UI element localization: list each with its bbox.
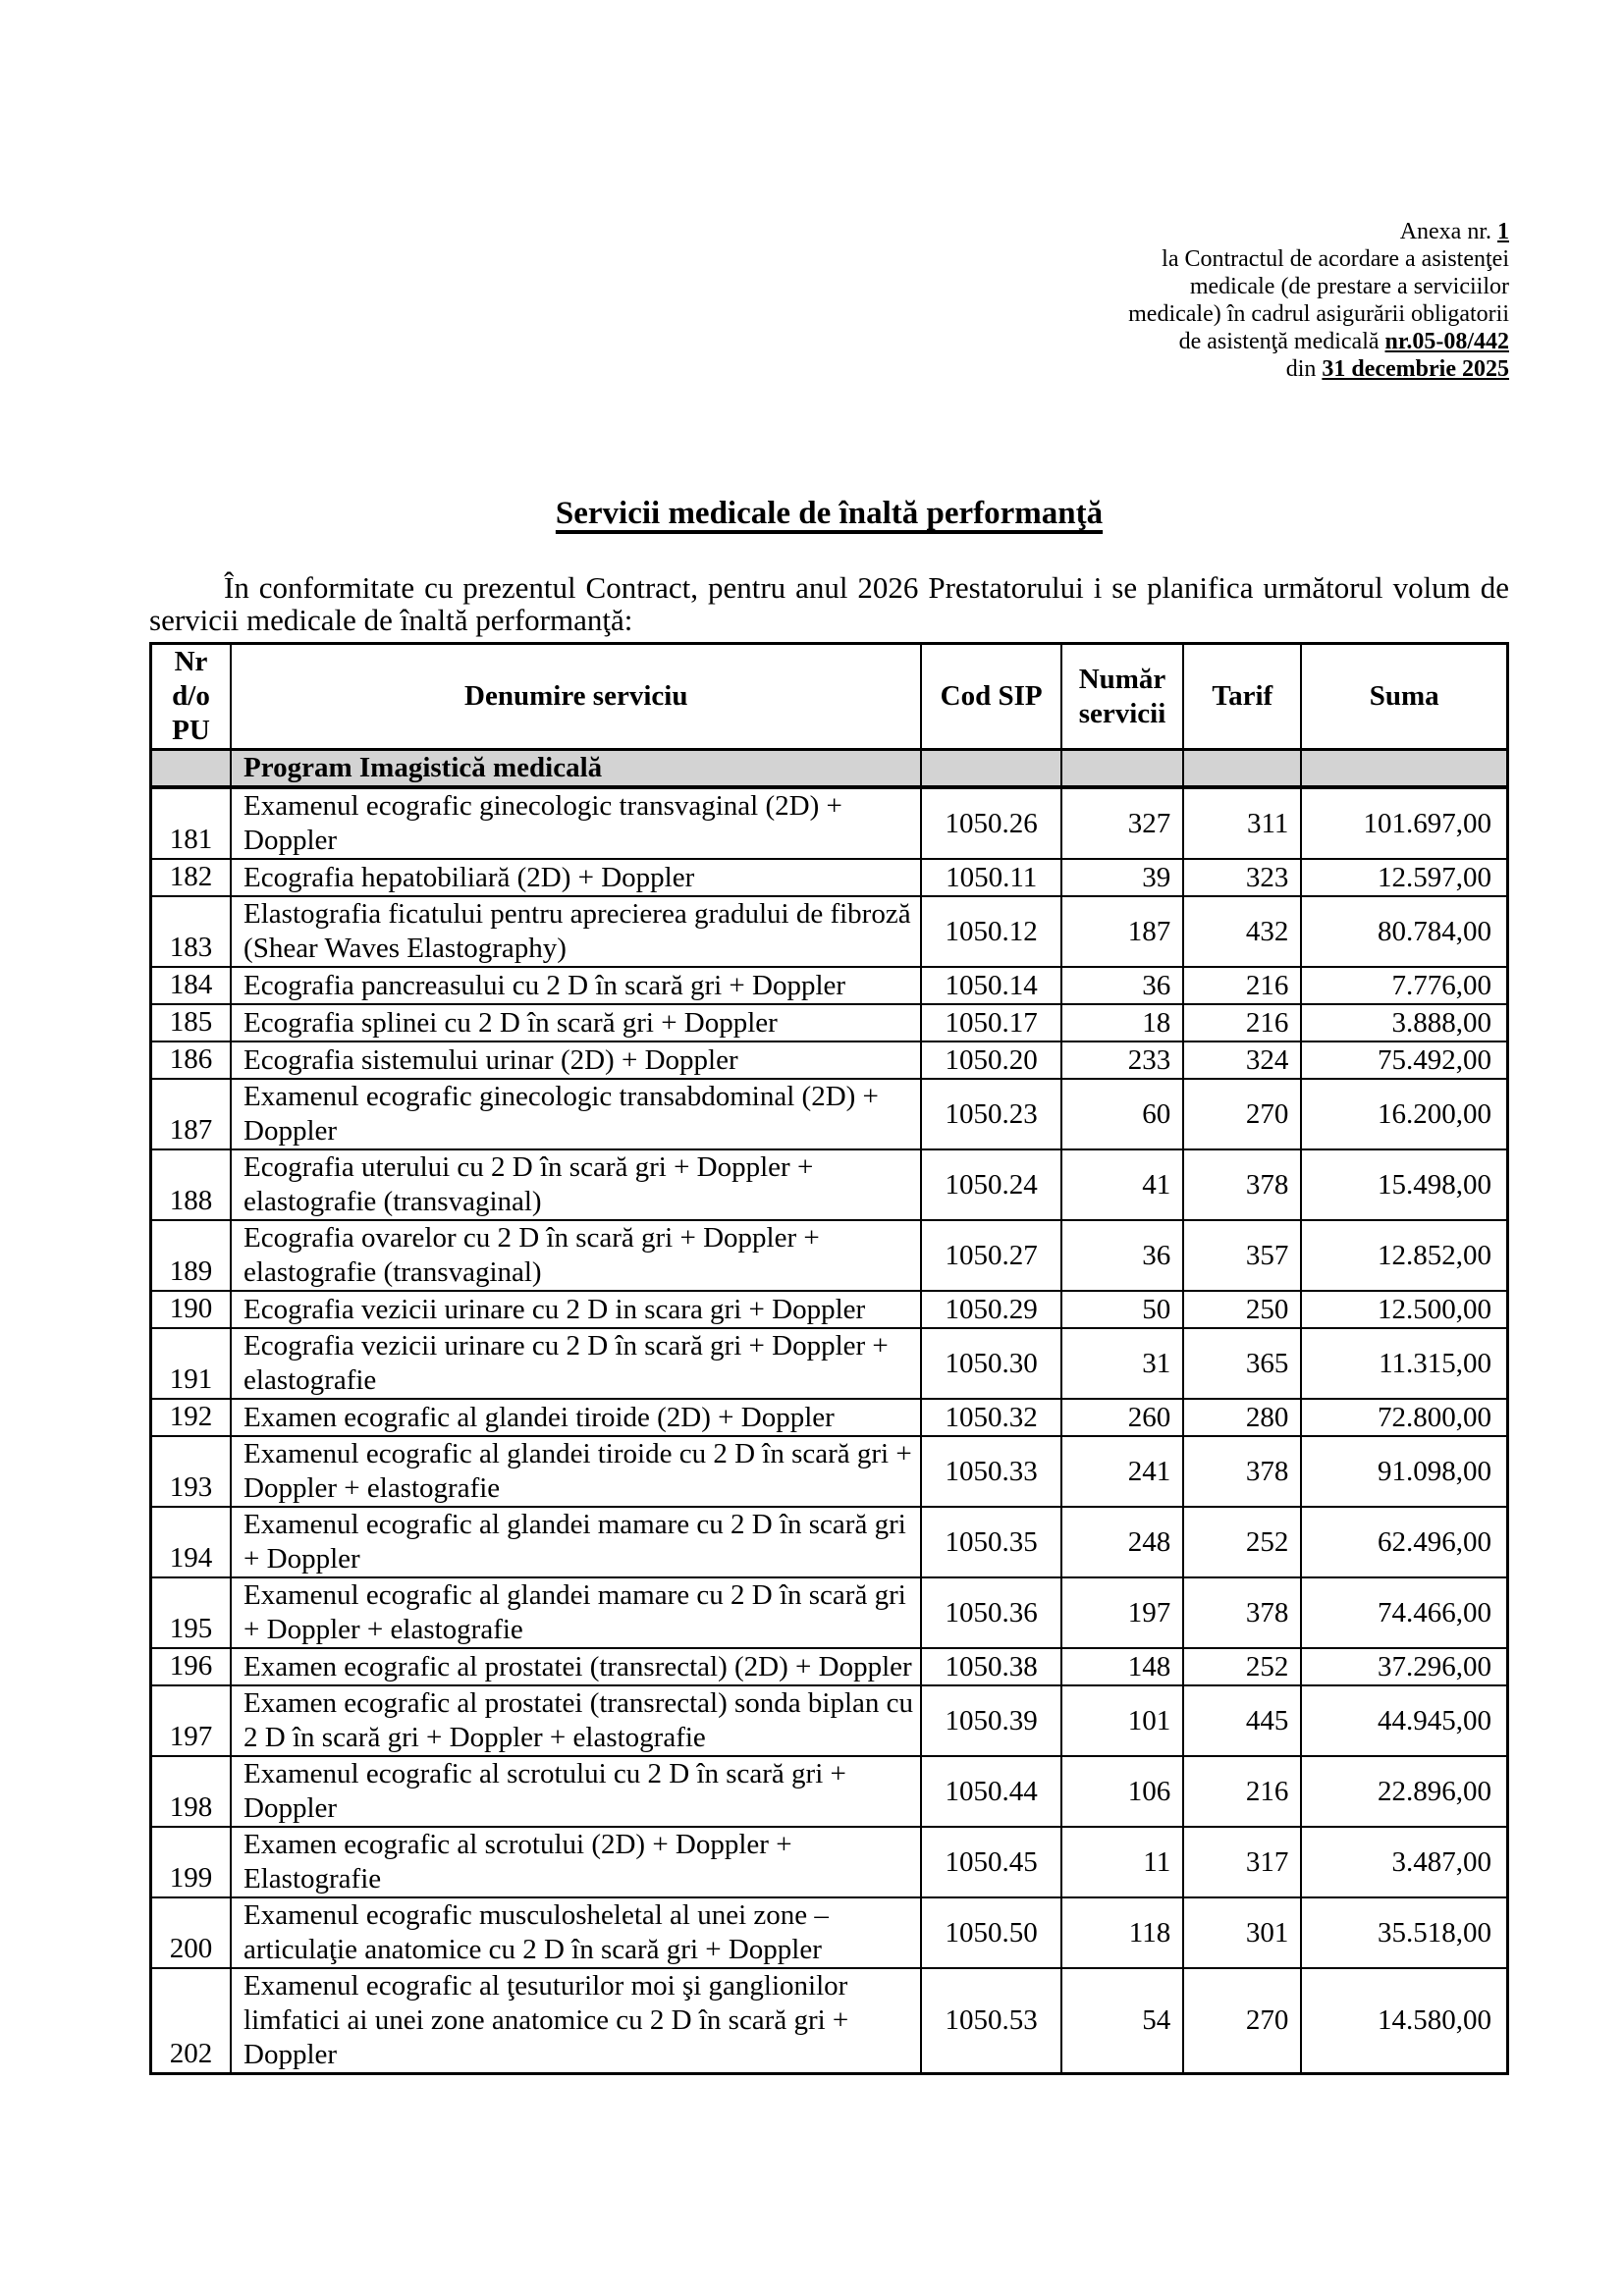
cell-tarif: 301	[1183, 1897, 1301, 1968]
cell-cod-sip: 1050.12	[921, 896, 1060, 967]
cell-numar-servicii: 106	[1061, 1756, 1183, 1827]
section-cell-empty	[1183, 750, 1301, 788]
cell-tarif: 323	[1183, 859, 1301, 896]
cell-denumire: Ecografia splinei cu 2 D în scară gri + Doppler	[231, 1004, 921, 1041]
cell-tarif: 270	[1183, 1079, 1301, 1149]
cell-tarif: 216	[1183, 1004, 1301, 1041]
cell-suma: 12.597,00	[1301, 859, 1507, 896]
cell-tarif: 378	[1183, 1149, 1301, 1220]
cell-nr: 190	[151, 1291, 232, 1328]
annex-header-line	[149, 300, 1509, 328]
table-row	[151, 1685, 1508, 1756]
cell-tarif: 270	[1183, 1968, 1301, 2074]
table-row	[151, 1436, 1508, 1507]
cell-suma: 7.776,00	[1301, 967, 1507, 1004]
cell-numar-servicii: 54	[1061, 1968, 1183, 2074]
table-row	[151, 896, 1508, 967]
column-header-denumire: Denumire serviciu	[231, 644, 921, 750]
table-row	[151, 1041, 1508, 1079]
annex-header	[149, 218, 1509, 383]
annex-header-line	[149, 245, 1509, 273]
cell-suma: 74.466,00	[1301, 1577, 1507, 1648]
cell-nr: 181	[151, 787, 232, 859]
annex-header-text: din	[1285, 356, 1323, 382]
table-row	[151, 1004, 1508, 1041]
table-row	[151, 1756, 1508, 1827]
cell-numar-servicii: 118	[1061, 1897, 1183, 1968]
cell-denumire: Examenul ecografic musculosheletal al unei zone – articulaţie anatomice cu 2 D în scară gri + Doppler	[231, 1897, 921, 1968]
cell-denumire: Ecografia ovarelor cu 2 D în scară gri + Doppler + elastografie (transvaginal)	[231, 1220, 921, 1291]
column-header-suma: Suma	[1301, 644, 1507, 750]
cell-denumire: Examen ecografic al prostatei (transrectal) sonda biplan cu 2 D în scară gri + Doppler + elastografie	[231, 1685, 921, 1756]
cell-nr: 199	[151, 1827, 232, 1897]
cell-tarif: 252	[1183, 1648, 1301, 1685]
annex-header-emphasis: 1	[1497, 219, 1509, 244]
cell-numar-servicii: 248	[1061, 1507, 1183, 1577]
cell-numar-servicii: 31	[1061, 1328, 1183, 1399]
table-row	[151, 1827, 1508, 1897]
cell-cod-sip: 1050.29	[921, 1291, 1060, 1328]
cell-tarif: 365	[1183, 1328, 1301, 1399]
cell-suma: 72.800,00	[1301, 1399, 1507, 1436]
cell-numar-servicii: 60	[1061, 1079, 1183, 1149]
cell-denumire: Examenul ecografic al glandei mamare cu 2 D în scară gri + Doppler	[231, 1507, 921, 1577]
cell-denumire: Examen ecografic al prostatei (transrectal) (2D) + Doppler	[231, 1648, 921, 1685]
cell-tarif: 432	[1183, 896, 1301, 967]
section-title: Program Imagistică medicală	[231, 750, 921, 788]
cell-cod-sip: 1050.32	[921, 1399, 1060, 1436]
cell-suma: 3.888,00	[1301, 1004, 1507, 1041]
cell-nr: 184	[151, 967, 232, 1004]
cell-numar-servicii: 18	[1061, 1004, 1183, 1041]
cell-cod-sip: 1050.27	[921, 1220, 1060, 1291]
cell-tarif: 357	[1183, 1220, 1301, 1291]
cell-suma: 101.697,00	[1301, 787, 1507, 859]
cell-tarif: 378	[1183, 1436, 1301, 1507]
cell-nr: 191	[151, 1328, 232, 1399]
cell-numar-servicii: 101	[1061, 1685, 1183, 1756]
cell-suma: 91.098,00	[1301, 1436, 1507, 1507]
cell-cod-sip: 1050.14	[921, 967, 1060, 1004]
cell-nr: 195	[151, 1577, 232, 1648]
cell-denumire: Examenul ecografic ginecologic transvaginal (2D) + Doppler	[231, 787, 921, 859]
table-row	[151, 1079, 1508, 1149]
cell-nr: 187	[151, 1079, 232, 1149]
table-row	[151, 1648, 1508, 1685]
cell-nr: 198	[151, 1756, 232, 1827]
cell-nr: 182	[151, 859, 232, 896]
annex-header-text: de asistenţă medicală	[1178, 329, 1385, 354]
cell-tarif: 280	[1183, 1399, 1301, 1436]
annex-header-line	[149, 328, 1509, 355]
cell-nr: 188	[151, 1149, 232, 1220]
cell-tarif: 378	[1183, 1577, 1301, 1648]
cell-denumire: Ecografia uterului cu 2 D în scară gri + Doppler + elastografie (transvaginal)	[231, 1149, 921, 1220]
cell-cod-sip: 1050.11	[921, 859, 1060, 896]
table-row	[151, 1399, 1508, 1436]
cell-nr: 189	[151, 1220, 232, 1291]
annex-header-line	[149, 355, 1509, 383]
cell-tarif: 250	[1183, 1291, 1301, 1328]
cell-cod-sip: 1050.45	[921, 1827, 1060, 1897]
cell-denumire: Examenul ecografic al glandei tiroide cu 2 D în scară gri + Doppler + elastografie	[231, 1436, 921, 1507]
cell-denumire: Ecografia vezicii urinare cu 2 D în scară gri + Doppler + elastografie	[231, 1328, 921, 1399]
cell-tarif: 216	[1183, 1756, 1301, 1827]
cell-cod-sip: 1050.23	[921, 1079, 1060, 1149]
cell-cod-sip: 1050.38	[921, 1648, 1060, 1685]
cell-cod-sip: 1050.30	[921, 1328, 1060, 1399]
cell-cod-sip: 1050.33	[921, 1436, 1060, 1507]
table-row	[151, 967, 1508, 1004]
cell-tarif: 216	[1183, 967, 1301, 1004]
cell-suma: 14.580,00	[1301, 1968, 1507, 2074]
cell-numar-servicii: 197	[1061, 1577, 1183, 1648]
cell-cod-sip: 1050.35	[921, 1507, 1060, 1577]
cell-suma: 15.498,00	[1301, 1149, 1507, 1220]
cell-nr: 202	[151, 1968, 232, 2074]
intro-paragraph: În conformitate cu prezentul Contract, pentru anul 2026 Prestatorului i se planifica următorul volum de servicii medicale de înaltă performanţă:	[149, 570, 1509, 637]
cell-denumire: Examenul ecografic al scrotului cu 2 D în scară gri + Doppler	[231, 1756, 921, 1827]
column-header-cod-sip: Cod SIP	[921, 644, 1060, 750]
section-cell-empty	[1061, 750, 1183, 788]
annex-header-text: medicale) în cadrul asigurării obligatorii	[1128, 301, 1509, 327]
cell-numar-servicii: 187	[1061, 896, 1183, 967]
cell-suma: 11.315,00	[1301, 1328, 1507, 1399]
cell-denumire: Ecografia pancreasului cu 2 D în scară gri + Doppler	[231, 967, 921, 1004]
cell-suma: 37.296,00	[1301, 1648, 1507, 1685]
cell-tarif: 317	[1183, 1827, 1301, 1897]
cell-cod-sip: 1050.20	[921, 1041, 1060, 1079]
table-body	[151, 787, 1508, 2074]
cell-numar-servicii: 36	[1061, 1220, 1183, 1291]
cell-numar-servicii: 148	[1061, 1648, 1183, 1685]
annex-header-text: la Contractul de acordare a asistenţei	[1162, 246, 1509, 272]
cell-numar-servicii: 260	[1061, 1399, 1183, 1436]
cell-denumire: Elastografia ficatului pentru aprecierea gradului de fibroză (Shear Waves Elastography)	[231, 896, 921, 967]
cell-nr: 193	[151, 1436, 232, 1507]
section-row	[151, 750, 1508, 788]
column-header-tarif: Tarif	[1183, 644, 1301, 750]
cell-suma: 12.852,00	[1301, 1220, 1507, 1291]
cell-suma: 3.487,00	[1301, 1827, 1507, 1897]
services-table	[149, 642, 1509, 2075]
table-row	[151, 1577, 1508, 1648]
cell-nr: 183	[151, 896, 232, 967]
annex-header-line	[149, 218, 1509, 245]
table-header-row	[151, 644, 1508, 750]
cell-cod-sip: 1050.24	[921, 1149, 1060, 1220]
cell-nr: 196	[151, 1648, 232, 1685]
cell-numar-servicii: 233	[1061, 1041, 1183, 1079]
annex-header-line	[149, 273, 1509, 300]
cell-numar-servicii: 41	[1061, 1149, 1183, 1220]
annex-header-text: Anexa nr.	[1399, 219, 1497, 244]
cell-denumire: Examen ecografic al glandei tiroide (2D) + Doppler	[231, 1399, 921, 1436]
cell-suma: 75.492,00	[1301, 1041, 1507, 1079]
document-title: Servicii medicale de înaltă performanţă	[555, 496, 1104, 531]
cell-denumire: Ecografia sistemului urinar (2D) + Doppler	[231, 1041, 921, 1079]
table-row	[151, 1220, 1508, 1291]
cell-suma: 44.945,00	[1301, 1685, 1507, 1756]
cell-tarif: 445	[1183, 1685, 1301, 1756]
annex-header-emphasis: 31 decembrie 2025	[1322, 356, 1509, 382]
cell-tarif: 311	[1183, 787, 1301, 859]
cell-cod-sip: 1050.17	[921, 1004, 1060, 1041]
annex-header-emphasis: nr.05-08/442	[1384, 329, 1509, 354]
section-cell-empty	[1301, 750, 1507, 788]
section-cell-empty	[921, 750, 1060, 788]
cell-nr: 186	[151, 1041, 232, 1079]
cell-cod-sip: 1050.26	[921, 787, 1060, 859]
cell-numar-servicii: 39	[1061, 859, 1183, 896]
table-row	[151, 1507, 1508, 1577]
cell-tarif: 324	[1183, 1041, 1301, 1079]
cell-nr: 185	[151, 1004, 232, 1041]
cell-cod-sip: 1050.39	[921, 1685, 1060, 1756]
cell-suma: 62.496,00	[1301, 1507, 1507, 1577]
table-row	[151, 1328, 1508, 1399]
column-header-nr: Nr d/o PU	[151, 644, 232, 750]
cell-suma: 12.500,00	[1301, 1291, 1507, 1328]
cell-denumire: Examen ecografic al scrotului (2D) + Doppler + Elastografie	[231, 1827, 921, 1897]
annex-header-text: medicale (de prestare a serviciilor	[1189, 274, 1509, 299]
cell-numar-servicii: 241	[1061, 1436, 1183, 1507]
cell-denumire: Ecografia hepatobiliară (2D) + Doppler	[231, 859, 921, 896]
table-row	[151, 1149, 1508, 1220]
cell-numar-servicii: 11	[1061, 1827, 1183, 1897]
cell-numar-servicii: 327	[1061, 787, 1183, 859]
cell-suma: 80.784,00	[1301, 896, 1507, 967]
table-row	[151, 859, 1508, 896]
cell-cod-sip: 1050.53	[921, 1968, 1060, 2074]
cell-numar-servicii: 36	[1061, 967, 1183, 1004]
cell-cod-sip: 1050.50	[921, 1897, 1060, 1968]
cell-denumire: Ecografia vezicii urinare cu 2 D in scara gri + Doppler	[231, 1291, 921, 1328]
cell-nr: 192	[151, 1399, 232, 1436]
cell-suma: 16.200,00	[1301, 1079, 1507, 1149]
section-cell-empty	[151, 750, 232, 788]
cell-nr: 197	[151, 1685, 232, 1756]
cell-denumire: Examenul ecografic al ţesuturilor moi şi ganglionilor limfatici ai unei zone anatomice cu 2 D în scară gri + Doppler	[231, 1968, 921, 2074]
cell-cod-sip: 1050.44	[921, 1756, 1060, 1827]
cell-denumire: Examenul ecografic ginecologic transabdominal (2D) + Doppler	[231, 1079, 921, 1149]
cell-suma: 22.896,00	[1301, 1756, 1507, 1827]
cell-cod-sip: 1050.36	[921, 1577, 1060, 1648]
cell-numar-servicii: 50	[1061, 1291, 1183, 1328]
cell-denumire: Examenul ecografic al glandei mamare cu 2 D în scară gri + Doppler + elastografie	[231, 1577, 921, 1648]
cell-nr: 200	[151, 1897, 232, 1968]
cell-tarif: 252	[1183, 1507, 1301, 1577]
table-row	[151, 1291, 1508, 1328]
column-header-numar-servicii: Număr servicii	[1061, 644, 1183, 750]
table-row	[151, 1968, 1508, 2074]
cell-nr: 194	[151, 1507, 232, 1577]
table-row	[151, 787, 1508, 859]
cell-suma: 35.518,00	[1301, 1897, 1507, 1968]
table-row	[151, 1897, 1508, 1968]
